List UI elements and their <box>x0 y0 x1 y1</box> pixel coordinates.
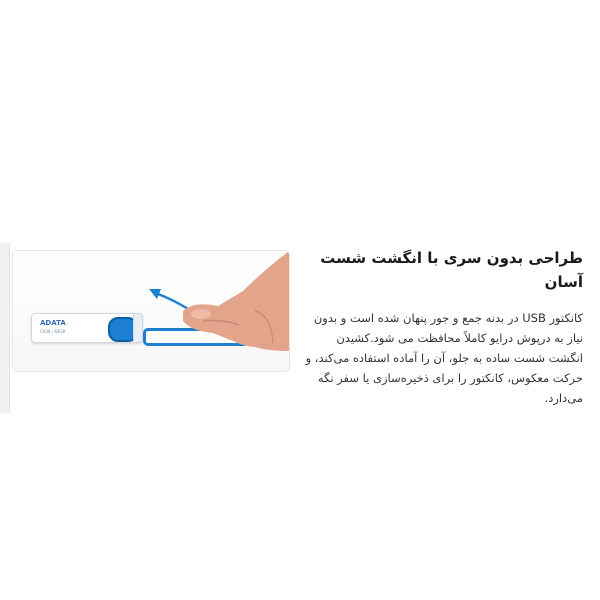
product-image <box>12 250 290 372</box>
feature-description: کانکتور USB در بدنه جمع و جور پنهان شده است و بدون نیاز به درپوش درایو کاملاً محافظت می شود.کشیدن انگشت شست ساده به جلو، آن را آماده استفاده می‌کند، و حرکت معکوس، کانکتور را برای ذخیره‌سازی یا سفر نگه می‌دارد. <box>305 311 583 405</box>
feature-title: طراحی بدون سری با انگشت شست آسان <box>320 249 583 291</box>
thumb-hand-icon <box>173 251 289 371</box>
usb-drive-closed <box>31 313 143 343</box>
feature-text <box>300 246 583 408</box>
drive-end <box>133 313 143 343</box>
drive-model-label: C008 / 64GB <box>40 329 66 334</box>
side-panel-edge <box>0 243 10 413</box>
drive-brand-label: ADATA <box>40 319 66 327</box>
